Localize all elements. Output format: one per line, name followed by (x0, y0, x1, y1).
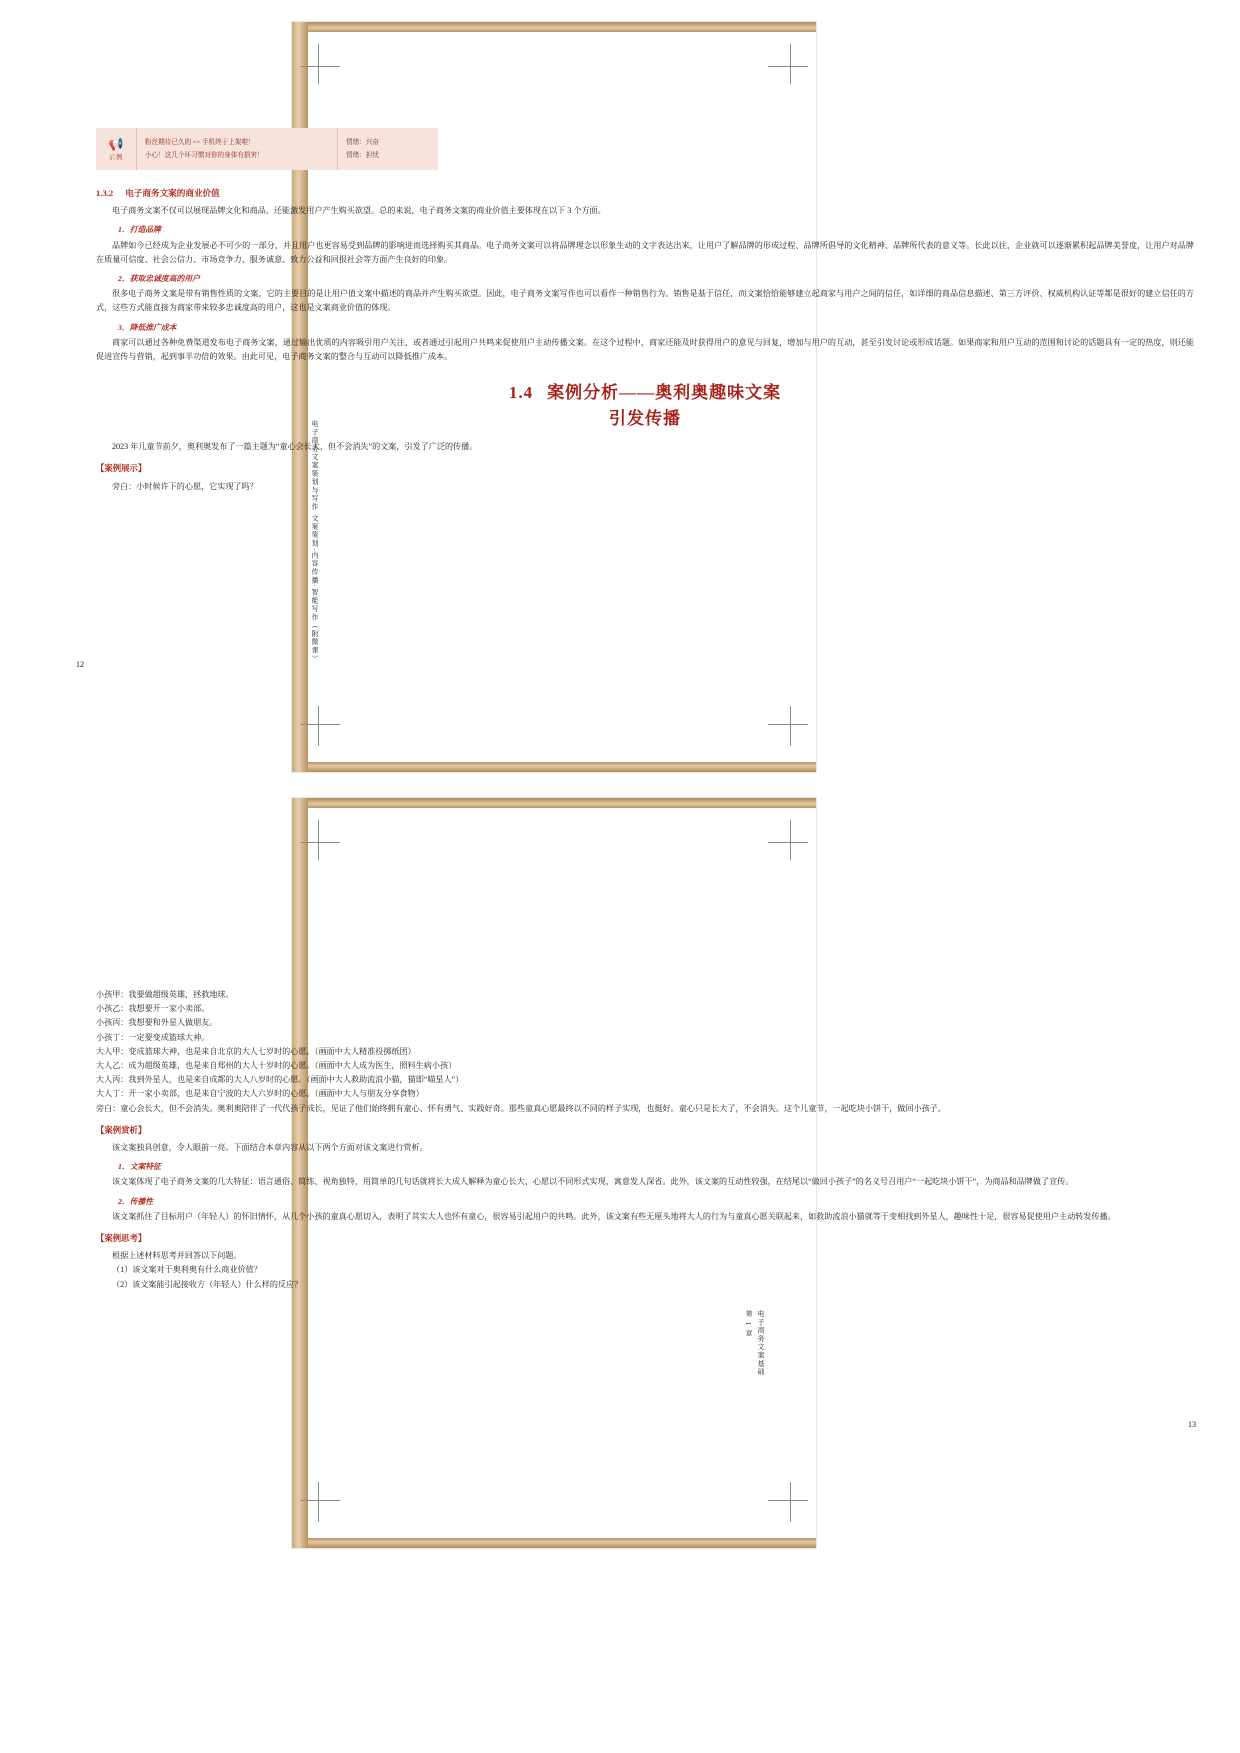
page-left-body (96, 176, 1194, 494)
folio-right: 13 (1188, 1420, 1196, 1429)
crop-mark-top-right-2 (768, 820, 808, 860)
dialogue-line: 小孩乙：我想要开一家小卖部。 (96, 1004, 210, 1014)
page-right-bottom-binding (292, 1538, 816, 1548)
dialogue-line: 大人丙：我到外星人，也是来自成都的大人八岁时的心愿。（画面中大人救助流浪小猫，猫即“喵星人”） (96, 1075, 464, 1085)
crop-mark-bottom-left-1 (300, 706, 340, 746)
example-line-2: 小心！这几个坏习惯对你的身体有损害！ (145, 152, 264, 159)
example-emotion-column (337, 128, 438, 170)
running-side-chapter-name: 电子商务文案基础 (756, 1310, 763, 1377)
crop-mark-top-right-1 (768, 44, 808, 84)
para-section-1-4-intro: 2023 年儿童节前夕，奥利奥发布了一篇主题为“童心会长大，但不会消失”的文案，引发了广泛的传播。 (112, 442, 478, 452)
case-review-heading: 【案例赏析】 (96, 1125, 147, 1135)
page-right-top-binding (292, 798, 816, 808)
dialogue-line: 旁白：童心会长大，但不会消失。奥利奥陪伴了一代代孩子成长，见证了他们始终拥有童心、怀有勇气、实践好奇。那些童真心愿最终以不同的样子实现，也挺好。童心只是长大了，不会消失。这个儿童节，一起吃块小饼干，做回小孩子。 (96, 1103, 946, 1113)
example-icon-label: 示例 (108, 153, 124, 161)
page-right-body (96, 988, 1194, 1292)
para-brand: 品牌如今已经成为企业发展必不可少的一部分，并且用户也更容易受到品牌的影响进而选择购买其商品。电子商务文案可以将品牌理念以形象生动的文字表达出来，让用户了解品牌的形成过程、品牌所倡导的文化精神、品牌所代表的意义等。长此以往，企业就可以逐渐累积起品牌美誉度，让用户对品牌在质量可信度、社会公信力、市场竞争力、服务诚意、致力公益和回报社会等方面产生良好的印象。 (96, 240, 1194, 264)
para-lower-cost: 商家可以通过各种免费渠道发布电子商务文案，通过输出优质的内容吸引用户关注，或者通过引起用户共鸣来促使用户主动传播文案。在这个过程中，商家还能及时获得用户的意见与回复，增加与用户的互动，甚至引发讨论或形成话题。如果商家和用户互动的范围和讨论的话题具有一定的热度，则还能促进宣传与营销，起到事半功倍的效果。由此可见，电子商务文案的整合与互动可以降低推广成本。 (96, 337, 1194, 362)
heading-1-3-2 (96, 186, 1194, 200)
crop-mark-bottom-right-1 (768, 706, 808, 746)
megaphone-icon: 📢 (108, 136, 124, 151)
dialogue-line: 小孩甲：我要做超级英雄，拯救地球。 (96, 990, 234, 999)
dialogue-line: 小孩丙：我想要和外星人做朋友。 (96, 1018, 218, 1028)
subheading-1-brand: 1．打造品牌 (118, 225, 161, 235)
folio-left: 12 (76, 660, 84, 669)
running-side-chapter: 第 1 章 (744, 1310, 751, 1338)
case-show-line: 旁白：小时候许下的心愿，它实现了吗？ (112, 481, 258, 491)
case-review-intro: 该文案独具创意，令人眼前一亮。下面结合本章内容从以下两个方面对该文案进行赏析。 (112, 1143, 428, 1153)
case-think-question-1: （1）该文案对于奥利奥有什么商业价值？ (112, 1265, 262, 1275)
review-subheading-1: 1．文案特征 (118, 1162, 161, 1172)
section-1-4-title-line-2: 引发传播 (609, 409, 681, 429)
para-intro: 电子商务文案不仅可以展现品牌文化和商品，还能激发用户产生购买欲望。总的来说，电子商务文案的商业价值主要体现在以下 3 个方面。 (112, 206, 606, 216)
section-1-4-number: 1.4 (508, 383, 534, 403)
crop-mark-top-left-2 (300, 820, 340, 860)
case-think-question-2: （2）该文案能引起接收方（年轻人）什么样的反应？ (112, 1279, 303, 1289)
case-show-heading: 【案例展示】 (96, 464, 147, 474)
dialogue-line: 大人丁：开一家小卖部，也是来自宁波的大人六岁时的心愿。（画面中大人与朋友分享食物） (96, 1089, 424, 1099)
example-icon (96, 128, 137, 170)
heading-1-3-2-number: 1.3.2 (96, 188, 114, 198)
crop-mark-top-left-1 (300, 44, 340, 84)
heading-1-3-2-text: 电子商务文案的商业价值 (125, 188, 220, 198)
section-1-4-title-line-1: 案例分析——奥利奥趣味文案 (547, 383, 782, 403)
page-left-top-binding (292, 22, 816, 32)
subheading-3-lower-cost: 3．降低推广成本 (118, 322, 177, 332)
para-loyal-users: 很多电子商务文案是带有销售性质的文案，它的主要目的是让用户值文案中描述的商品并产生购买欲望。因此，电子商务文案写作也可以看作一种销售行为。销售是基于信任，而文案恰恰能够建立起商家与用户之间的信任，如详细的商品信息描述、第三方评价、权威机构认证等都是很好的建立信任的方式，这些方式能直接为商家带来较多忠诚度高的用户，这也是文案商业价值的体现。 (96, 289, 1194, 313)
example-line-1: 粉丝期待已久的 ×× 手机终于上架啦！ (145, 139, 255, 146)
dialogue-line: 小孩丁：一定要变成篮球大神。 (96, 1032, 210, 1042)
review-body-1: 该文案体现了电子商务文案的几大特征：语言通俗、简练、视角独特，用简单的几句话就将长大成人解释为童心长大、心愿以不同形式实现，寓意发人深省。此外，该文案的互动性较强，在结尾以“做回小孩子”的名义号召用户“一起吃块小饼干”，为商品和品牌做了宣传。 (112, 1177, 1074, 1187)
crop-mark-bottom-right-2 (768, 1482, 808, 1522)
example-text-lines (137, 128, 337, 170)
section-heading-1-4 (96, 380, 1194, 432)
running-side-title-left: 电子商务文案策划与写作 文案策划·内容传播·智能写作（附微课） (310, 420, 317, 664)
case-think-heading: 【案例思考】 (96, 1234, 147, 1244)
example-callout-box (96, 128, 438, 170)
dialogue-line: 大人乙：成为超级英雄，也是来自郑州的大人十岁时的心愿。（画面中大人成为医生，照料生病小孩） (96, 1061, 457, 1071)
dialogue-line: 大人甲：变成篮球大神，也是来自北京的大人七岁时的心愿。（画面中大人精准投掷纸团） (96, 1046, 416, 1056)
case-think-intro: 根据上述材料思考并回答以下问题。 (112, 1251, 242, 1261)
subheading-2-loyal-users: 2．获取忠诚度高的用户 (118, 274, 200, 284)
example-emotion-2: 情绪：担忧 (346, 152, 379, 159)
page-left-bottom-binding (292, 762, 816, 772)
review-body-2: 该文案抓住了目标用户（年轻人）的怀旧情怀，从几个小孩的童真心愿切入，表明了其实大人也怀有童心，很容易引起用户的共鸣。此外，该文案有些无厘头地将大人的行为与童真心愿关联起来，如救助流浪小猫就等于变相找到外星人，趣味性十足，很容易促使用户主动转发传播。 (112, 1211, 1116, 1221)
review-subheading-2: 2．传播性 (118, 1196, 154, 1206)
example-emotion-1: 情绪：兴奋 (346, 139, 379, 146)
crop-mark-bottom-left-2 (300, 1482, 340, 1522)
